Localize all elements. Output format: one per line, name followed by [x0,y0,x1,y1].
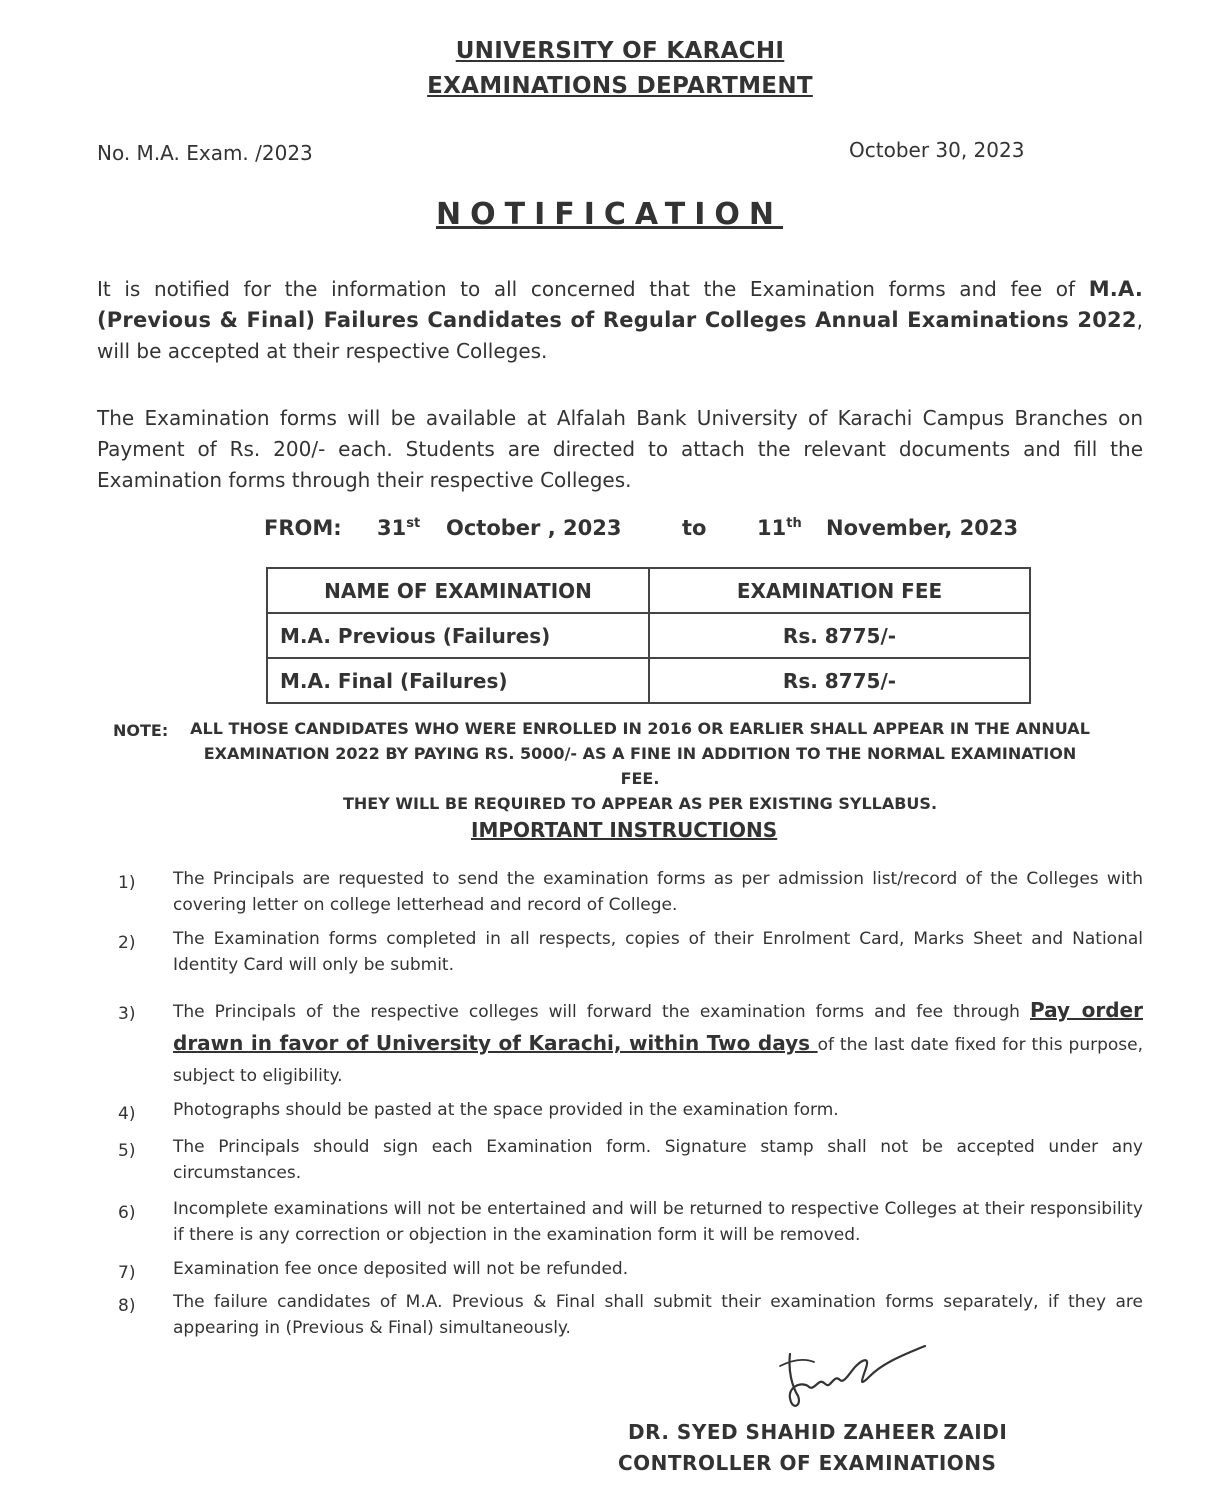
schedule-end-month: November, 2023 [826,516,1019,540]
note-label: NOTE: [113,721,169,740]
schedule-from-label: FROM: [264,516,342,540]
exam-fee-cell: Rs. 8775/- [649,613,1030,658]
intro-text: It is notified for the information to all concerned that the Examination forms and fee of [97,277,1089,301]
signature-image [770,1336,930,1416]
intro-bold-text: M.A. (Previous & Final) Failures Candidates of Regular Colleges Annual Examinations 2022 [97,277,1143,332]
exam-fee-cell: Rs. 8775/- [649,658,1030,703]
exam-name-cell: M.A. Previous (Failures) [267,613,649,658]
university-name: UNIVERSITY OF KARACHI [455,38,785,64]
note-text: ALL THOSE CANDIDATES WHO WERE ENROLLED IN 2016 OR EARLIER SHALL APPEAR IN THE ANNUAL EXAMINATION 2022 BY PAYING RS. 5000/- AS A FINE IN ADDITION TO THE NORMAL EXAMINATION FEE. THEY WILL BE REQUIRED TO APPEAR AS PER EXISTING SYLLABUS. [190,719,1090,813]
instructions-title: IMPORTANT INSTRUCTIONS [471,818,778,842]
fee-table [266,567,1031,704]
intro-paragraph [97,274,1143,367]
forms-availability-paragraph: The Examination forms will be available at Alfalah Bank University of Karachi Campus Branches on Payment of Rs. 200/- each. Students are directed to attach the relevant documents and fill the Examination forms through their respective Colleges. [97,406,1143,492]
notification-date: October 30, 2023 [849,138,1025,162]
column-header: NAME OF EXAMINATION [267,568,649,613]
column-header: EXAMINATION FEE [649,568,1030,613]
page-title: NOTIFICATION [436,197,784,232]
table-row [267,658,1030,703]
schedule-end-day: 11th [757,516,802,540]
exam-name-cell: M.A. Final (Failures) [267,658,649,703]
signatory-name: DR. SYED SHAHID ZAHEER ZAIDI [628,1420,1008,1444]
department-name: EXAMINATIONS DEPARTMENT [427,73,813,99]
intro-rest-text: , will be accepted at their respective Colleges. [97,308,1143,363]
table-row [267,613,1030,658]
schedule-start-month: October , 2023 [446,516,622,540]
notification-document: UNIVERSITY OF KARACHI EXAMINATIONS DEPARTMENT No. M.A. Exam. /2023 October 30, 2023 NOTIFICATION It is notified for the information to all concerned that the Examination forms and fee of M.A. (Previous & Final) Failures Candidates of Regular Colleges Annual Examinations 2022, will be accepted at their respective Colleges. The Examination forms will be available at Alfalah Bank University of Karachi Campus Branches on Payment of Rs. 200/- each. Students are directed to attach the relevant documents and fill the Examination forms through their respective Colleges. FROM: 31st October , 2023 to 11th November, 2023 NAME OF EXAMINATION EXAMINATION FEE M.A. Previous (Failures) Rs. 8775/- M.A. Final (Failures) Rs. 8775/- NOTE: ALL THOSE CANDIDATES WHO WERE ENROLLED IN 2016 OR EARLIER SHALL APPEAR IN THE ANNUAL EXAMINATION 2022 BY PAYING RS. 5000/- AS A FINE IN ADDITION TO THE NORMAL EXAMINATION FEE. THEY WILL BE REQUIRED TO APPEAR AS PER EXISTING SYLLABUS. IMPORTANT INSTRUCTIONS 1) The Principals are requested to send the examination forms as per admission list/record of the Colleges with covering letter on college letterhead and record of College. 2) The Examination forms completed in all respects, copies of their Enrolment Card, Marks Sheet and National Identity Card will only be submit. 3) The Principals of the respective colleges will forward the examination forms and fee through Pay order drawn in favor of University of Karachi, within Two days of the last date fixed for this purpose, subject to eligibility. 4) Photographs should be pasted at the space provided in the examination form. 5) The Principals should sign each Examination form. Signature stamp shall not be accepted under any circumstances. 6) Incomplete examinations will not be entertained and will be returned to respective Colleges at their responsibility if there is any correction or objection in the examination form it will be removed. 7) Examination fee once deposited will not be refunded. 8) The failure candidates of M.A. Previous & Final shall submit their examination forms separately, if they are appearing in (Previous & Final) simultaneously. DR. SYED SHAHID ZAHEER ZAIDI CONTROLLER OF EXAMINATIONS [0,0,1205,1507]
signatory-designation: CONTROLLER OF EXAMINATIONS [618,1451,997,1475]
schedule-to-label: to [682,516,707,540]
schedule-start-day: 31st [377,516,421,540]
reference-number: No. M.A. Exam. /2023 [97,141,313,165]
fee-table-header [267,568,1030,613]
